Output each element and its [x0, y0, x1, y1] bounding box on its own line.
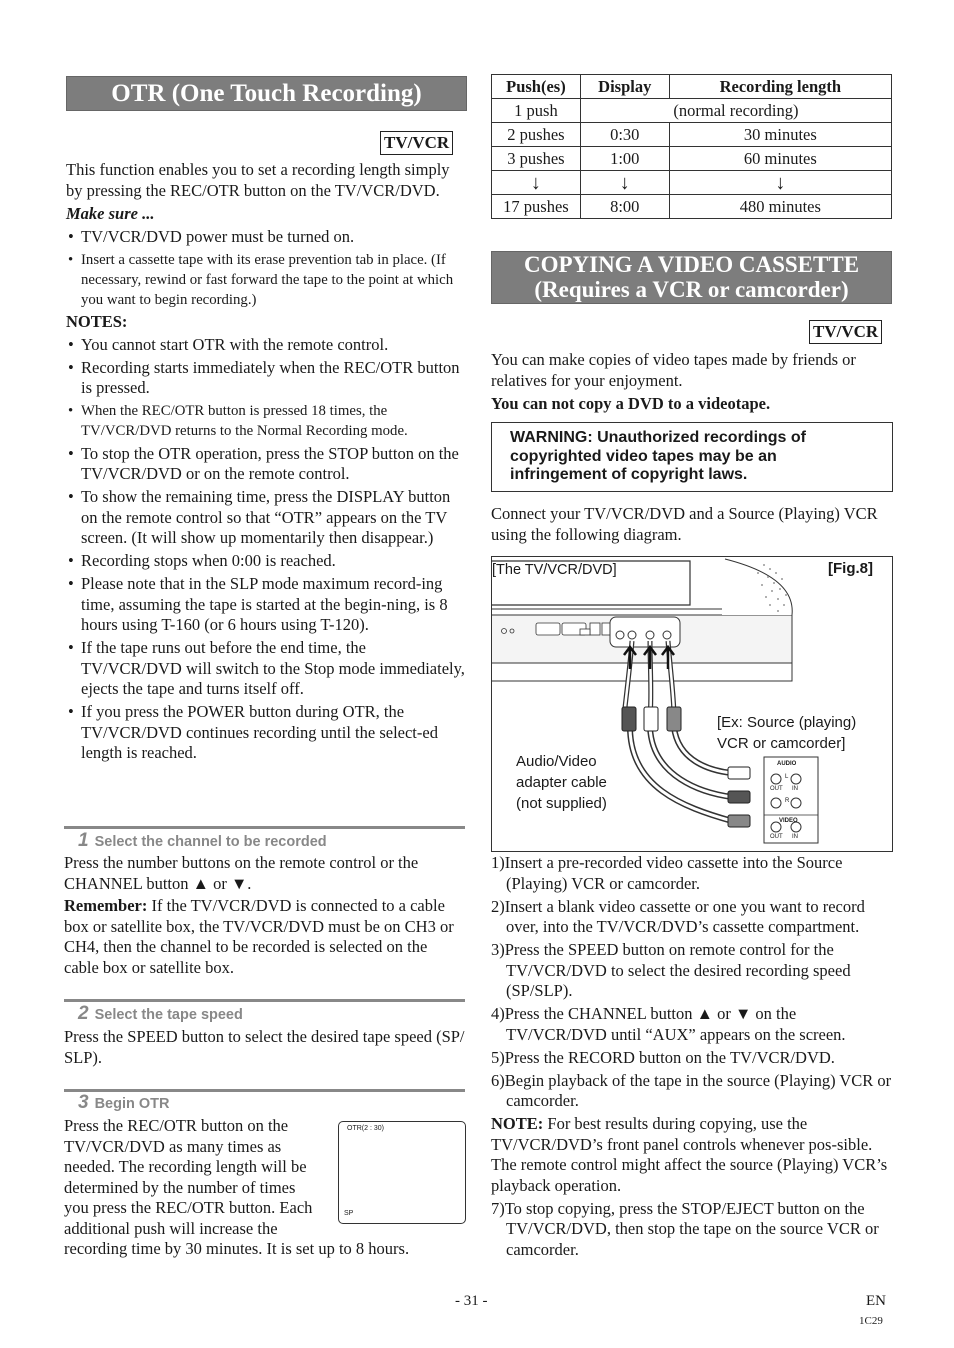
copy-step: 1)Insert a pre-recorded video cassette into the Source (Playing) VCR or camcorder.: [491, 853, 843, 893]
screen-speed: SP: [344, 1210, 354, 1217]
note-item: • Recording starts immediately when the REC/OTR button is pressed.: [66, 358, 468, 399]
copy-step: 5)Press the RECORD button on the TV/VCR/DVD.: [491, 1047, 835, 1067]
make-sure-item: • Insert a cassette tape with its erase prevention tab in place. (If necessary, rewind or fast forward the tape to the point at which you want to begin recording.): [66, 250, 468, 310]
note-item: • Recording stops when 0:00 is reached.: [66, 551, 468, 572]
otr-body: [66, 160, 468, 766]
remember-label: Remember:: [64, 896, 148, 915]
otr-tvvcr-tag: TV/VCR: [380, 131, 453, 155]
copy-step: 6)Begin playback of the tape in the source (Playing) VCR or camcorder.: [491, 1070, 892, 1110]
copy-note-label: NOTE:: [491, 1114, 544, 1133]
step1-text: Press the number buttons on the remote control or the CHANNEL button ▲ or ▼.: [64, 853, 419, 893]
recording-length-table: [491, 74, 892, 219]
table-cell: 60 minutes: [669, 147, 891, 171]
make-sure-label: Make sure ...: [66, 204, 155, 223]
step3-title: Begin OTR: [94, 1096, 170, 1112]
make-sure-item: • TV/VCR/DVD power must be turned on.: [66, 227, 468, 248]
language-code: EN: [866, 1293, 886, 1309]
copyright-warning-box: [491, 422, 893, 492]
note-item: • You cannot start OTR with the remote control.: [66, 335, 468, 356]
cable-label-line: Audio/Video: [516, 753, 597, 770]
step2-text: Press the SPEED button to select the desired tape speed (SP/ SLP).: [64, 1027, 465, 1067]
table-cell: 8:00: [580, 195, 669, 219]
step3-line: you press the REC/OTR button. Each: [64, 1198, 313, 1217]
step1-number: 1: [78, 830, 89, 851]
table-header: Display: [580, 75, 669, 99]
otr-title-banner: [66, 76, 467, 111]
note-item: • When the REC/OTR button is pressed 18 times, the TV/VCR/DVD returns to the Normal Recording mode.: [66, 401, 468, 441]
connect-text-block: [491, 504, 893, 545]
video-jack-label: VIDEO: [779, 818, 798, 824]
note-item: • Please note that in the SLP mode maximum record-ing time, assuming the tape is started at the begin-ning, is 8 hours using T-160 (or 6 hours using T-120).: [66, 574, 468, 636]
step3-line: additional push will increase the: [64, 1218, 278, 1238]
table-row: [492, 99, 892, 123]
copy-step: 4)Press the CHANNEL button ▲ or ▼ on the TV/VCR/DVD until “AUX” appears on the screen.: [491, 1004, 846, 1044]
step3-line: recording time by 30 minutes. It is set up to 8 hours.: [64, 1239, 410, 1258]
right-channel-label: R: [785, 798, 790, 804]
step1-body: [64, 853, 466, 978]
table-cell: 1:00: [580, 147, 669, 171]
table-row: [492, 147, 892, 171]
table-header-row: [492, 75, 892, 99]
step3-line: Press the REC/OTR button on the: [64, 1116, 289, 1135]
screen-otr-time: OTR(2 : 30): [347, 1125, 384, 1132]
table-cell: (normal recording): [580, 99, 891, 123]
table-cell: 0:30: [580, 123, 669, 147]
step2-body: [64, 1027, 466, 1068]
step3-line: needed. The recording length will be: [64, 1157, 307, 1176]
table-header: Push(es): [492, 75, 581, 99]
copy-tvvcr-tag: TV/VCR: [809, 320, 882, 344]
table-cell: 2 pushes: [492, 123, 581, 147]
notes-label: NOTES:: [66, 312, 128, 331]
copy-title-banner: [491, 251, 892, 304]
otr-title: OTR (One Touch Recording): [111, 80, 422, 107]
down-arrow-icon: ↓: [492, 171, 581, 195]
step1-rule: [64, 826, 465, 829]
left-channel-label: L: [785, 774, 789, 780]
cable-label: [516, 751, 607, 814]
table-cell: 480 minutes: [669, 195, 891, 219]
source-label-line: [Ex: Source (playing): [717, 714, 857, 731]
page-number: - 31 -: [455, 1293, 488, 1309]
out-label: OUT: [770, 786, 783, 792]
copy-steps-block: [491, 853, 893, 1263]
copy-step: 2)Insert a blank video cassette or one you want to record over, into the TV/VCR/DVD’s cassette compartment.: [491, 896, 865, 936]
copy-steps-final: [491, 1199, 893, 1261]
out-label: OUT: [770, 834, 783, 840]
copy-step: 7)To stop copying, press the STOP/EJECT button on the TV/VCR/DVD, then stop the tape on the source VCR or camcorder.: [491, 1198, 879, 1259]
in-label: IN: [792, 834, 798, 840]
tv-label: [The TV/VCR/DVD]: [492, 562, 617, 578]
step2-number: 2: [78, 1003, 89, 1024]
table-cell: 3 pushes: [492, 147, 581, 171]
down-arrow-icon: ↓: [580, 171, 669, 195]
copy-dvd-warning: You can not copy a DVD to a videotape.: [491, 394, 771, 413]
otr-intro: This function enables you to set a recording length simply by pressing the REC/OTR button on the TV/VCR/DVD.: [66, 160, 450, 200]
note-item: • To stop the OTR operation, press the STOP button on the TV/VCR/DVD or on the remote control.: [66, 444, 468, 485]
step3-heading: [78, 1092, 170, 1114]
notes-list: [66, 335, 468, 764]
make-sure-list: [66, 227, 468, 310]
model-code: 1C29: [859, 1315, 883, 1327]
copy-title-line2: (Requires a VCR or camcorder): [534, 277, 849, 302]
table-row: [492, 195, 892, 219]
note-item: • If you press the POWER button during OTR, the TV/VCR/DVD continues recording until the select-ed length is reached.: [66, 702, 468, 764]
table-cell: 1 push: [492, 99, 581, 123]
otr-screen-display: [338, 1121, 466, 1224]
copy-note-text: For best results during copying, use the TV/VCR/DVD’s front panel controls whenever pos-sible. The remote control might affect the source (Playing) VCR’s playback operation.: [491, 1114, 888, 1195]
source-label: [717, 712, 856, 754]
step3-line: determined by the number of times: [64, 1177, 296, 1197]
connect-text: Connect your TV/VCR/DVD and a Source (Playing) VCR using the following diagram.: [491, 504, 878, 544]
step3-number: 3: [78, 1092, 89, 1113]
copyright-warning-text: WARNING: Unauthorized recordings of copyrighted video tapes may be an infringement of copyright laws.: [510, 429, 806, 483]
copy-intro: You can make copies of video tapes made by friends or relatives for your enjoyment.: [491, 350, 856, 390]
step3-line: TV/VCR/DVD as many times as: [64, 1136, 282, 1156]
table-cell: 17 pushes: [492, 195, 581, 219]
step2-heading: [78, 1003, 243, 1025]
note-item: • If the tape runs out before the end time, the TV/VCR/DVD will switch to the Stop mode immediately, ejects the tape and turns itself off.: [66, 638, 468, 700]
remember-text: If the TV/VCR/DVD is connected to a cable box or satellite box, the TV/VCR/DVD must be on CH3 or CH4, then the channel to be recorded is selected on the cable box or satellite box.: [64, 896, 454, 977]
table-row: [492, 123, 892, 147]
source-label-line: VCR or camcorder]: [717, 735, 846, 752]
fig8-diagram: [491, 556, 893, 852]
table-row: [492, 171, 892, 195]
step2-title: Select the tape speed: [94, 1007, 243, 1023]
copy-intro-block: [491, 350, 893, 415]
table-header: Recording length: [669, 75, 891, 99]
audio-jack-label: AUDIO: [777, 761, 797, 767]
cable-label-line: adapter cable: [516, 774, 607, 791]
copy-steps: [491, 853, 893, 1112]
table-cell: 30 minutes: [669, 123, 891, 147]
note-item: • To show the remaining time, press the DISPLAY button on the remote control so that “OTR” appears on the TV screen. (It will show up momentarily then disappear.): [66, 487, 468, 549]
cable-label-line: (not supplied): [516, 795, 607, 812]
step1-heading: [78, 830, 327, 852]
in-label: IN: [792, 786, 798, 792]
step2-rule: [64, 999, 465, 1002]
fig8-label: [Fig.8]: [828, 560, 873, 577]
copy-step: 3)Press the SPEED button on remote control for the TV/VCR/DVD to select the desired recording speed (SP/SLP).: [491, 940, 851, 1000]
copy-title-line1: COPYING A VIDEO CASSETTE: [523, 252, 860, 277]
down-arrow-icon: ↓: [669, 171, 891, 195]
step1-title: Select the channel to be recorded: [94, 834, 327, 850]
source-vcr-jack-panel: [764, 757, 818, 843]
